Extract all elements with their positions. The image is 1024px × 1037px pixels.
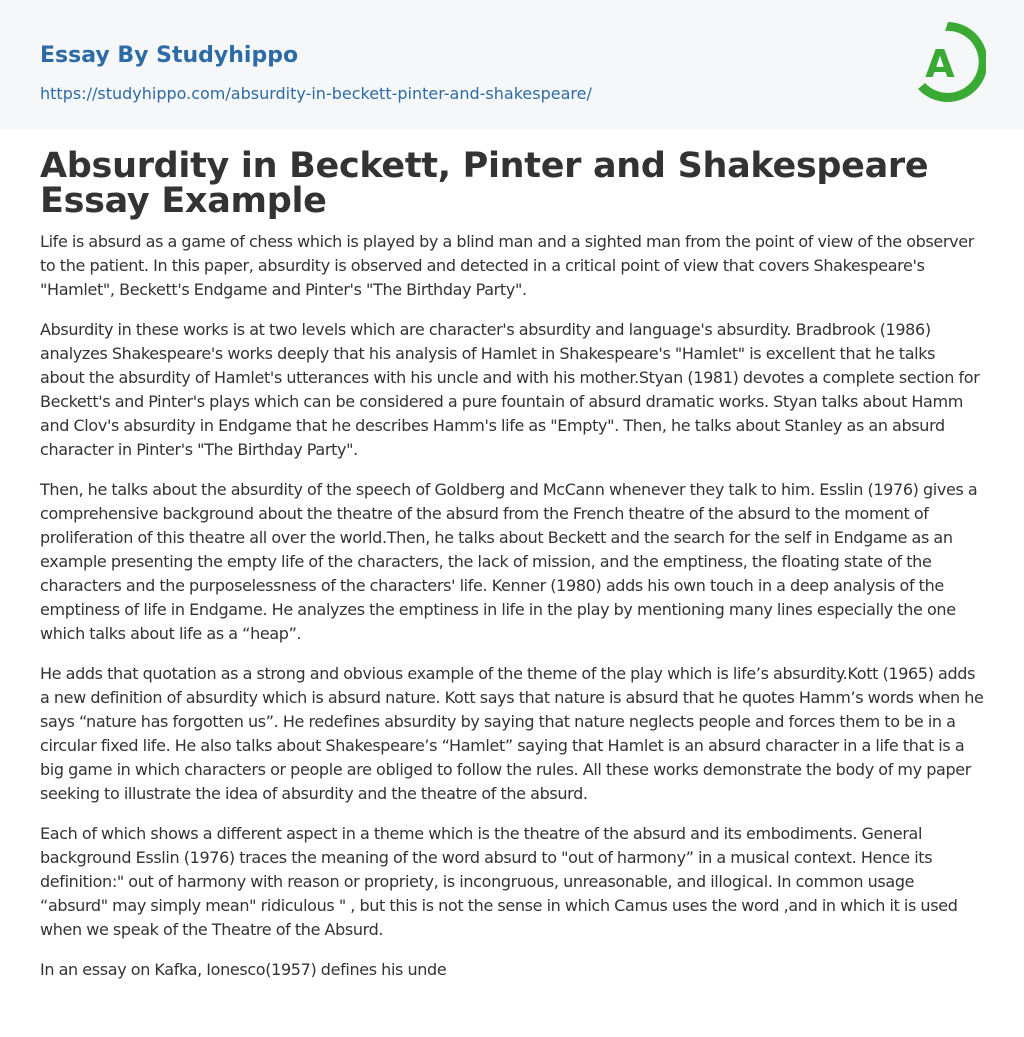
logo-icon	[912, 19, 986, 105]
article-paragraph: Absurdity in these works is at two levels which are character's absurdity and language's absurdity. Bradbrook (1986) analyzes Shakespeare's works deeply that his analysis of Hamlet in Shakespeare's "Hamlet" is excellent that he talks about the absurdity of Hamlet's utterances with his uncle and with his mother.Styan (1981) devotes a complete section for Beckett's and Pinter's plays which can be considered a pure fountain of absurd dramatic works. Styan talks about Hamm and Clov's absurdity in Endgame that he describes Hamm's life as "Empty". Then, he talks about Stanley as an absurd character in Pinter's "The Birthday Party".	[40, 320, 980, 459]
article-paragraph: In an essay on Kafka, Ionesco(1957) defines his unde	[40, 960, 447, 979]
studyhippo-logo[interactable]	[912, 19, 986, 105]
article-paragraph: Each of which shows a different aspect in a theme which is the theatre of the absurd and its embodiments. General background Esslin (1976) traces the meaning of the word absurd to "out of harmony” in a musical context. Hence its definition:" out of harmony with reason or propriety, is incongruous, unreasonable, and illogical. In common usage “absurd" may simply mean" ridiculous " , but this is not the sense in which Camus uses the word ,and in which it is used when we speak of the Theatre of the Absurd.	[40, 824, 958, 939]
article-paragraph: He adds that quotation as a strong and obvious example of the theme of the play which is life’s absurdity.Kott (1965) adds a new definition of absurdity which is absurd nature. Kott says that nature is absurd that he quotes Hamm’s words when he says “nature has forgotten us”. He redefines absurdity by saying that nature neglects people and forces them to be in a circular fixed life. He also talks about Shakespeare’s “Hamlet” saying that Hamlet is an absurd character in a life that is a big game in which characters or people are obliged to follow the rules. All these works demonstrate the body of my paper seeking to illustrate the idea of absurdity and the theatre of the absurd.	[40, 664, 984, 803]
article-content	[0, 129, 1024, 982]
site-header	[0, 0, 1024, 129]
article-title: Absurdity in Beckett, Pinter and Shakespeare Essay Example	[40, 146, 929, 221]
logo-letter: A	[925, 42, 955, 86]
essay-url-link[interactable]: https://studyhippo.com/absurdity-in-beckett-pinter-and-shakespeare/	[40, 84, 592, 103]
article-paragraph: Life is absurd as a game of chess which is played by a blind man and a sighted man from the point of view of the observer to the patient. In this paper, absurdity is observed and detected in a critical point of view that covers Shakespeare's "Hamlet", Beckett's Endgame and Pinter's "The Birthday Party".	[40, 232, 974, 299]
brand-title: Essay By Studyhippo	[40, 43, 299, 68]
article-paragraph: Then, he talks about the absurdity of the speech of Goldberg and McCann whenever they talk to him. Esslin (1976) gives a comprehensive background about the theatre of the absurd from the French theatre of the absurd to the moment of proliferation of this theatre all over the world.Then, he talks about Beckett and the search for the self in Endgame as an example presenting the empty life of the characters, the lack of mission, and the emptiness, the floating state of the characters and the purposelessness of the characters' life. Kenner (1980) adds his own touch in a deep analysis of the emptiness of life in Endgame. He analyzes the emptiness in life in the play by mentioning many lines especially the one which talks about life as a “heap”.	[40, 480, 978, 643]
